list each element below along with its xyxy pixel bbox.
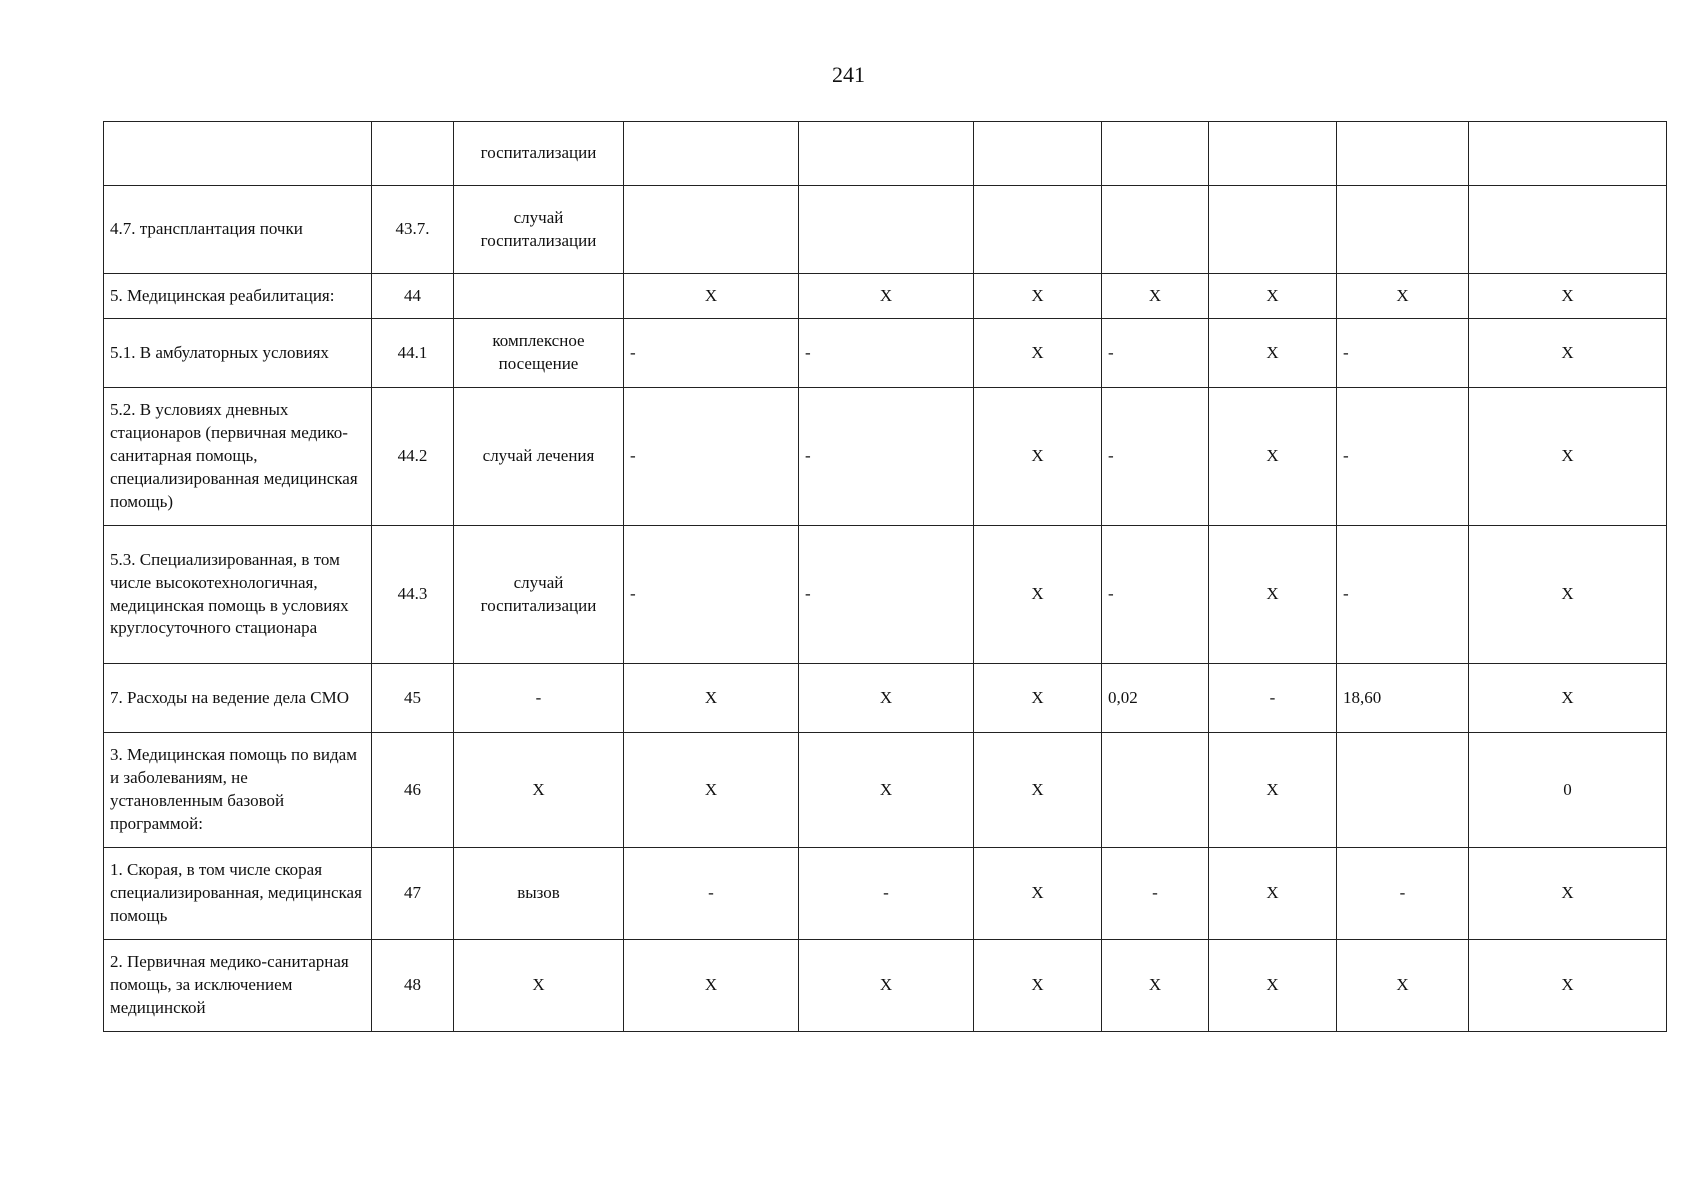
- cell: X: [974, 733, 1102, 848]
- cell: [1102, 186, 1209, 274]
- cell: X: [974, 848, 1102, 940]
- row-unit: [454, 274, 624, 319]
- cell: X: [1469, 664, 1667, 733]
- row-unit: случай лечения: [454, 388, 624, 526]
- cell: X: [974, 940, 1102, 1032]
- table-row: [104, 122, 1667, 186]
- cell: [624, 186, 799, 274]
- cell: [974, 186, 1102, 274]
- row-name: 1. Скорая, в том числе скорая специализированная, медицинская помощь: [104, 848, 372, 940]
- row-number: [372, 122, 454, 186]
- cell: X: [1209, 319, 1337, 388]
- cell: X: [624, 664, 799, 733]
- table-row: [104, 388, 1667, 526]
- cell: [799, 186, 974, 274]
- cell: X: [624, 733, 799, 848]
- cell: X: [1469, 319, 1667, 388]
- row-name: 2. Первичная медико-санитарная помощь, за исключением медицинской: [104, 940, 372, 1032]
- cell: -: [1102, 848, 1209, 940]
- page-number: 241: [832, 62, 865, 87]
- cell: X: [1469, 388, 1667, 526]
- cell: X: [1102, 274, 1209, 319]
- cell: 18,60: [1337, 664, 1469, 733]
- cell: X: [1337, 940, 1469, 1032]
- cell: X: [799, 664, 974, 733]
- row-name: 5.1. В амбулаторных условиях: [104, 319, 372, 388]
- cell: [1337, 122, 1469, 186]
- row-unit: X: [454, 733, 624, 848]
- cell: 0: [1469, 733, 1667, 848]
- cell: -: [1102, 319, 1209, 388]
- row-unit: госпитализации: [454, 122, 624, 186]
- table-row: [104, 848, 1667, 940]
- cell: -: [799, 848, 974, 940]
- cell: X: [1209, 388, 1337, 526]
- row-number: 44.3: [372, 526, 454, 664]
- cell: -: [624, 526, 799, 664]
- cell: [1337, 733, 1469, 848]
- cell: 0,02: [1102, 664, 1209, 733]
- cell: -: [1102, 526, 1209, 664]
- cell: X: [974, 526, 1102, 664]
- row-number: 43.7.: [372, 186, 454, 274]
- cell: X: [1209, 274, 1337, 319]
- table-row: [104, 526, 1667, 664]
- cell: X: [974, 664, 1102, 733]
- cell: -: [799, 388, 974, 526]
- row-number: 45: [372, 664, 454, 733]
- row-number: 44.1: [372, 319, 454, 388]
- cell: -: [1102, 388, 1209, 526]
- cell: -: [1337, 319, 1469, 388]
- cell: X: [1102, 940, 1209, 1032]
- cell: X: [974, 319, 1102, 388]
- row-number: 44: [372, 274, 454, 319]
- cell: -: [624, 848, 799, 940]
- cell: -: [1337, 848, 1469, 940]
- cell: -: [624, 388, 799, 526]
- cell: X: [624, 274, 799, 319]
- row-unit: X: [454, 940, 624, 1032]
- cell: X: [1209, 848, 1337, 940]
- row-name: 5.2. В условиях дневных стационаров (первичная медико-санитарная помощь, специализированная медицинская помощь): [104, 388, 372, 526]
- table-row: [104, 186, 1667, 274]
- cell: [974, 122, 1102, 186]
- table-row: [104, 940, 1667, 1032]
- row-name: 5. Медицинская реабилитация:: [104, 274, 372, 319]
- cell: -: [799, 526, 974, 664]
- cell: -: [1337, 526, 1469, 664]
- row-number: 48: [372, 940, 454, 1032]
- row-name: 3. Медицинская помощь по видам и заболеваниям, не установленным базовой программой:: [104, 733, 372, 848]
- cell: [1209, 122, 1337, 186]
- row-unit: случай госпитализации: [454, 526, 624, 664]
- cell: X: [1209, 940, 1337, 1032]
- table-row: [104, 274, 1667, 319]
- cell: X: [974, 388, 1102, 526]
- cell: [1469, 186, 1667, 274]
- cell: X: [1209, 526, 1337, 664]
- data-table: [103, 121, 1667, 1032]
- row-unit: вызов: [454, 848, 624, 940]
- cell: X: [799, 733, 974, 848]
- table-row: [104, 664, 1667, 733]
- cell: X: [799, 274, 974, 319]
- row-unit: -: [454, 664, 624, 733]
- cell: X: [799, 940, 974, 1032]
- cell: X: [624, 940, 799, 1032]
- row-unit: комплексное посещение: [454, 319, 624, 388]
- row-number: 47: [372, 848, 454, 940]
- cell: X: [1469, 526, 1667, 664]
- cell: -: [624, 319, 799, 388]
- row-name: 7. Расходы на ведение дела СМО: [104, 664, 372, 733]
- cell: X: [1469, 940, 1667, 1032]
- table-row: [104, 733, 1667, 848]
- cell: X: [974, 274, 1102, 319]
- row-number: 44.2: [372, 388, 454, 526]
- cell: X: [1337, 274, 1469, 319]
- row-name: 4.7. трансплантация почки: [104, 186, 372, 274]
- cell: -: [1209, 664, 1337, 733]
- row-name: [104, 122, 372, 186]
- row-unit: случай госпитализации: [454, 186, 624, 274]
- cell: [624, 122, 799, 186]
- cell: [1337, 186, 1469, 274]
- cell: [1102, 122, 1209, 186]
- cell: -: [1337, 388, 1469, 526]
- cell: X: [1469, 848, 1667, 940]
- cell: X: [1469, 274, 1667, 319]
- cell: -: [799, 319, 974, 388]
- row-name: 5.3. Специализированная, в том числе высокотехнологичная, медицинская помощь в условиях круглосуточного стационара: [104, 526, 372, 664]
- cell: [1209, 186, 1337, 274]
- cell: [799, 122, 974, 186]
- cell: [1469, 122, 1667, 186]
- row-number: 46: [372, 733, 454, 848]
- table-row: [104, 319, 1667, 388]
- cell: [1102, 733, 1209, 848]
- cell: X: [1209, 733, 1337, 848]
